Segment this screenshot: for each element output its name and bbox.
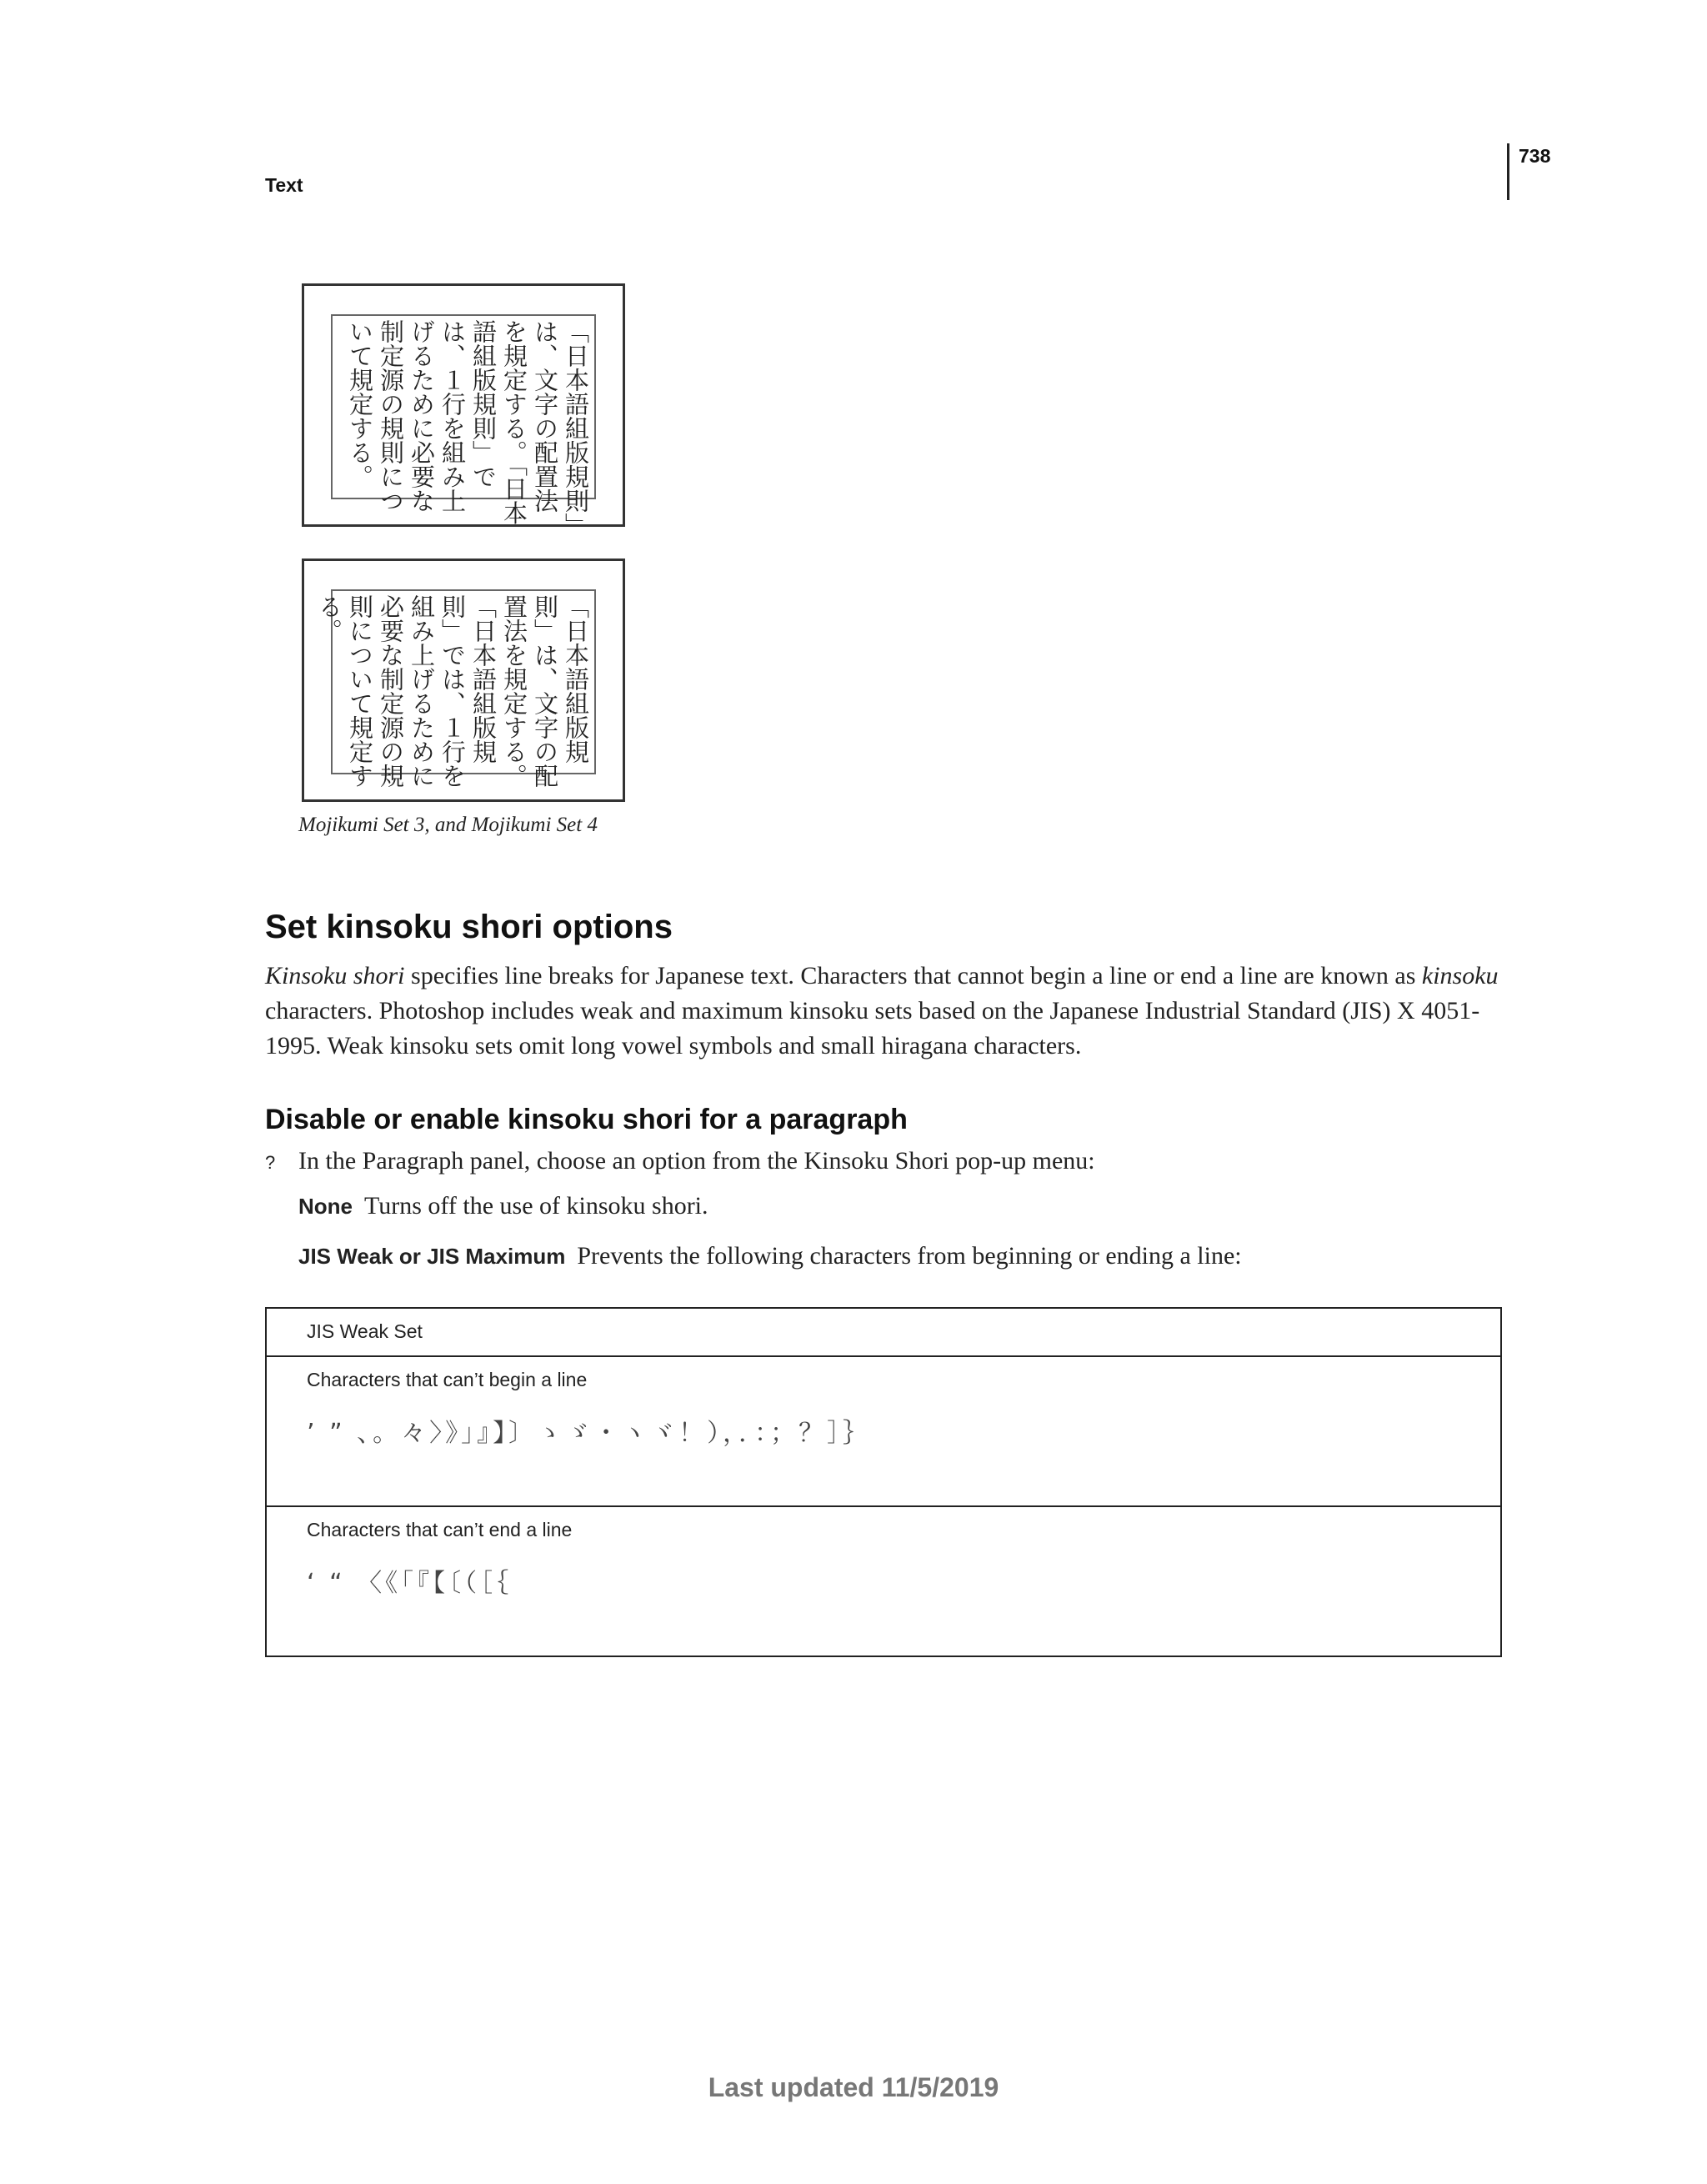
row-characters: ‘ “ 〈《「『【〔（［｛	[307, 1569, 513, 1598]
intro-text-2: characters. Photoshop includes weak and maximum kinsoku sets based on the Japanese Industrial Standard (JIS) X 4051-1995. Weak kinsoku sets omit long vowel symbols and small hiragana characters.	[265, 997, 1480, 1059]
header-divider	[1507, 143, 1509, 200]
definition-text: Prevents the following characters from beginning or ending a line:	[577, 1242, 1242, 1270]
intro-paragraph	[265, 959, 1515, 1064]
row-characters: ’ ” 、。々〉》」』】〕ゝゞ・ヽヾ！），．：；？］｝	[307, 1419, 872, 1448]
vertical-japanese-text: 「日本語組版規則」 は、文字の配置法 を規定する。「日本 語組版規則」で は、１行を組み上 げるために必要な 制定源の規則につ いて規定する。	[346, 319, 590, 537]
running-header: Text	[265, 174, 303, 196]
procedure-step	[265, 1147, 1095, 1175]
row-label: Characters that can’t begin a line	[307, 1369, 588, 1390]
step-text: In the Paragraph panel, choose an option from the Kinsoku Shori pop-up menu:	[298, 1147, 1095, 1175]
figure-text-frame	[315, 589, 596, 788]
step-bullet: ?	[265, 1152, 276, 1173]
definition-term: JIS Weak or JIS Maximum	[298, 1244, 566, 1269]
term-kinsoku: kinsoku	[1421, 962, 1499, 989]
page-number: 738	[1519, 145, 1551, 167]
term-kinsoku-shori: Kinsoku shori	[265, 962, 405, 989]
table-title: JIS Weak Set	[307, 1320, 423, 1342]
definition-text: Turns off the use of kinsoku shori.	[364, 1192, 708, 1220]
footer-last-updated: Last updated 11/5/2019	[708, 2072, 999, 2102]
table-row	[267, 1505, 1500, 1656]
definition-none	[298, 1192, 708, 1220]
intro-text-1: specifies line breaks for Japanese text. Characters that cannot begin a line or end a line are known as	[404, 962, 1422, 989]
row-label: Characters that can’t end a line	[307, 1519, 573, 1540]
definition-term: None	[298, 1194, 353, 1219]
section-heading: Set kinsoku shori options	[265, 909, 673, 945]
definition-jis	[298, 1242, 1242, 1270]
figure-mojikumi-set-3	[302, 283, 625, 537]
figure-text-frame	[331, 314, 596, 537]
table-row	[267, 1355, 1500, 1505]
figure-caption: Mojikumi Set 3, and Mojikumi Set 4	[298, 814, 598, 836]
vertical-japanese-text: 「日本語組版規 則」は、文字の配 置法を規定する。 「日本語組版規 則」では、１行を 組み上げるために 必要な制定源の規 則について規定す る。	[315, 594, 590, 788]
figure-mojikumi-set-4	[302, 559, 625, 802]
subsection-heading: Disable or enable kinsoku shori for a paragraph	[265, 1104, 908, 1135]
table-title-row	[267, 1309, 1500, 1355]
kinsoku-table	[265, 1307, 1502, 1657]
